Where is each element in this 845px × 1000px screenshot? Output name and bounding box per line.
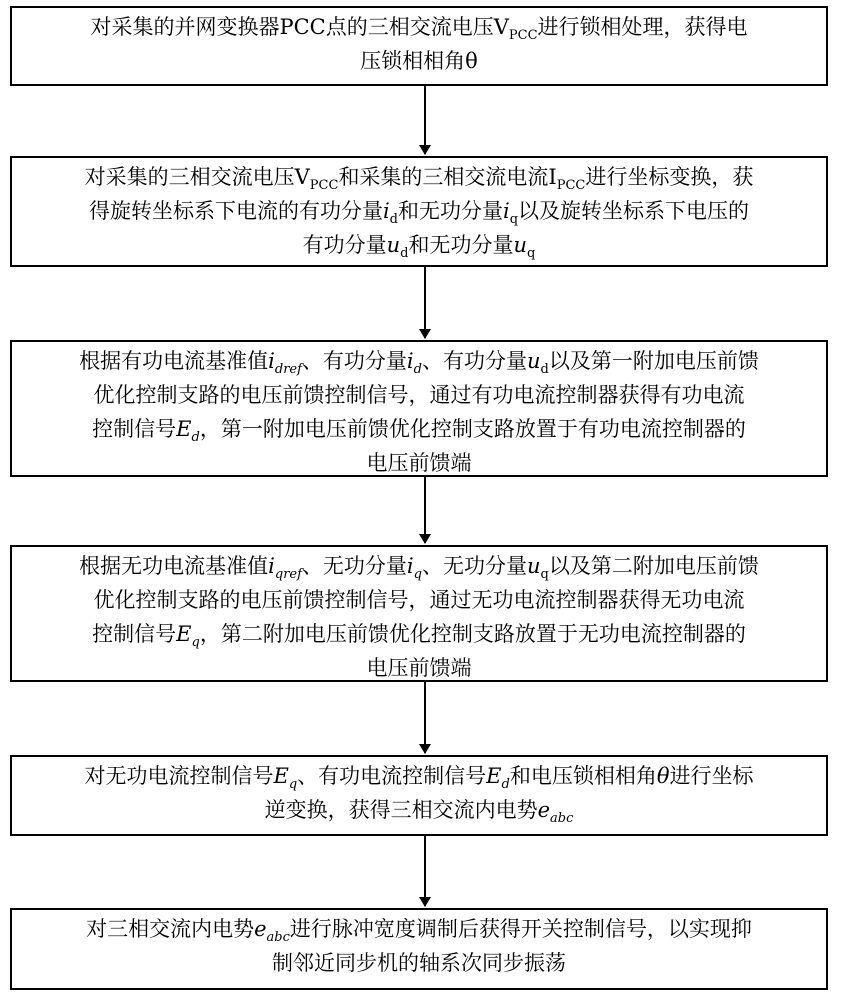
text-run: i [268,349,275,373]
subscript-text: q [527,246,536,262]
text-run: i [268,554,275,578]
text-run: 有功分量 [302,233,387,257]
text-run: 制邻近同步机的轴系次同步振荡 [272,951,566,975]
text-run: 、有功分量 [421,349,527,373]
text-run: i [503,199,510,223]
text-run: 进行坐标变换，获 [585,165,754,189]
text-run: 根据有功电流基准值 [79,349,269,373]
text-run: 进行脉冲宽度调制后获得开关控制信号，以实现抑 [289,917,752,941]
text-run: 对三相交流内电势 [86,917,255,941]
text-run: u [386,233,401,257]
subscript-text: PCC [556,178,586,194]
text-run: 根据无功电流基准值 [79,554,269,578]
subscript-text: d [501,777,510,793]
text-run: u [526,349,541,373]
text-run: 电压前馈端 [366,451,472,475]
text-run: i [382,199,390,223]
text-run: 、无功分量 [301,554,407,578]
subscript-text: q [288,777,298,793]
text-run: e [254,917,267,941]
text-run: 以及旋转坐标系下电压的 [518,199,750,223]
subscript-text: PCC [508,28,538,44]
text-run: 和电压锁相相角 [509,764,657,788]
text-run: 逆变换，获得三相交流内电势 [264,798,538,822]
text-run: u [513,233,528,257]
text-run: 优化控制支路的电压前馈控制信号，通过有功电流控制器获得有功电流 [93,383,745,407]
text-run: E [176,417,192,441]
text-run: 控制信号 [92,622,177,646]
subscript-text: q [191,635,200,651]
text-run: E [176,622,192,646]
text-run: E [486,764,502,788]
text-run: 和采集的三相交流电流I [338,165,557,189]
subscript-text: d [540,362,549,378]
text-run: e [537,798,551,822]
subscript-text: dref [274,362,302,378]
text-run: 对采集的并网变换器PCC点的三相交流电压V [90,15,509,39]
text-run: 对采集的三相交流电压V [84,165,310,189]
subscript-text: qref [274,567,302,583]
text-run: 控制信号 [92,417,177,441]
text-run: ，第二附加电压前馈优化控制支路放置于无功电流控制器的 [199,622,746,646]
text-run: 电压前馈端 [366,656,472,680]
subscript-text: d [191,430,200,446]
subscript-text: d [413,362,422,378]
text-run: 得旋转坐标系下电流的有功分量 [88,199,383,223]
text-run: 压锁相相角θ [360,49,478,73]
text-run: 和无功分量 [398,199,503,223]
text-run: 进行锁相处理，获得电 [537,15,748,39]
subscript-text: PCC [309,178,339,194]
text-run: i [406,554,414,578]
text-run: 进行坐标 [669,764,754,788]
subscript-text: q [509,212,519,228]
text-run: E [273,764,289,788]
subscript-text: d [400,246,409,262]
text-run: 以及第一附加电压前馈 [548,349,759,373]
text-run: 优化控制支路的电压前馈控制信号，通过无功电流控制器获得无功电流 [93,588,745,612]
text-run: 以及第二附加电压前馈 [548,554,759,578]
subscript-text: d [389,212,398,228]
text-run: θ [656,764,670,788]
text-run: 、无功分量 [421,554,527,578]
text-run: u [526,554,541,578]
text-run: 和无功分量 [408,233,514,257]
subscript-text: q [540,567,549,583]
subscript-text: q [413,567,422,583]
subscript-text: abc [550,811,574,827]
text-run: ，第一附加电压前馈优化控制支路放置于有功电流控制器的 [199,417,746,441]
subscript-text: abc [266,930,290,946]
text-run: 、有功分量 [301,349,407,373]
text-run: i [406,349,414,373]
text-run: 对无功电流控制信号 [84,764,274,788]
text-run: 、有功电流控制信号 [297,764,487,788]
